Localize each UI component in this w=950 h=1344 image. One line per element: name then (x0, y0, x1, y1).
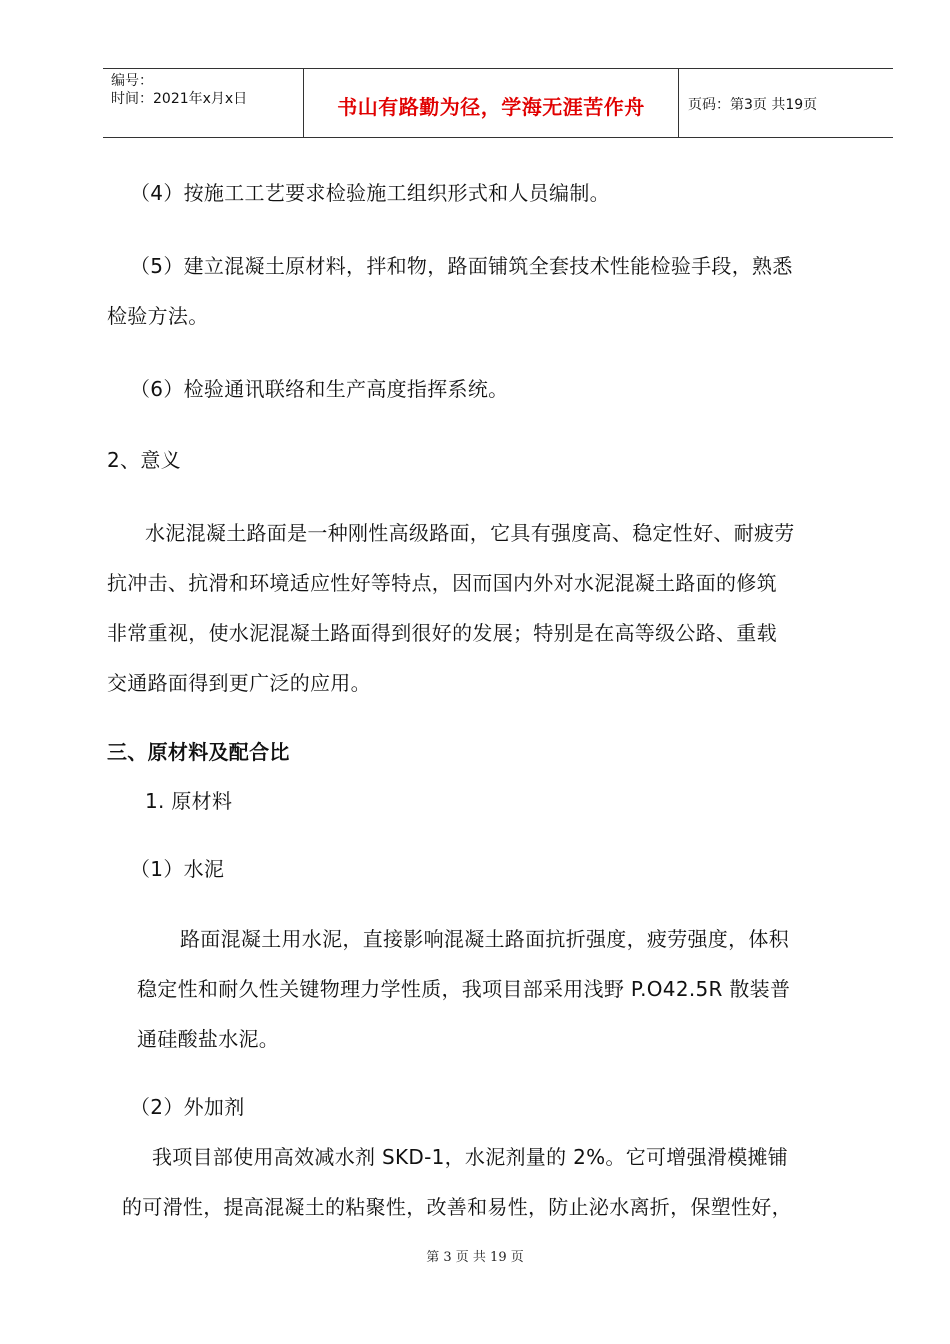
meaning-line-1: 水泥混凝土路面是一种刚性高级路面，它具有强度高、稳定性好、耐疲劳 (145, 521, 795, 545)
meaning-line-2: 抗冲击、抗滑和环境适应性好等特点，因而国内外对水泥混凝土路面的修筑 (107, 571, 777, 595)
admixture-line-1: 我项目部使用高效减水剂 SKD-1，水泥剂量的 2%。它可增强滑模摊铺 (152, 1145, 789, 1169)
page-footer: 第 3 页 共 19 页 (426, 1250, 524, 1265)
subsection-1-title: 1. 原材料 (145, 789, 233, 813)
document-header (103, 68, 893, 138)
header-center-cell (303, 69, 679, 137)
item-5-line-2: 检验方法。 (107, 304, 209, 328)
time-label: 时间：2021年x月x日 (111, 91, 248, 107)
cement-title: （1）水泥 (130, 857, 225, 881)
item-6: （6）检验通讯联络和生产高度指挥系统。 (130, 377, 509, 401)
cement-line-1: 路面混凝土用水泥，直接影响混凝土路面抗折强度，疲劳强度，体积 (180, 927, 789, 951)
meaning-line-4: 交通路面得到更广泛的应用。 (107, 671, 371, 695)
admixture-line-2: 的可滑性，提高混凝土的粘聚性，改善和易性，防止泌水离折，保塑性好， (122, 1195, 792, 1219)
header-left-cell (103, 69, 303, 137)
header-right-cell (678, 69, 893, 137)
header-page-info: 页码：第3页 共19页 (688, 97, 818, 113)
meaning-line-3: 非常重视，使水泥混凝土路面得到很好的发展；特别是在高等级公路、重载 (107, 621, 777, 645)
item-4: （4）按施工工艺要求检验施工组织形式和人员编制。 (130, 181, 610, 205)
header-motto: 书山有路勤为径，学海无涯苦作舟 (337, 95, 645, 119)
section-3-title: 三、原材料及配合比 (107, 740, 290, 764)
cement-line-2: 稳定性和耐久性关键物理力学性质，我项目部采用浅野 P.O42.5R 散装普 (137, 977, 791, 1001)
number-label: 编号： (111, 73, 153, 89)
section-2-title: 2、意义 (107, 448, 181, 472)
item-5-line-1: （5）建立混凝土原材料，拌和物，路面铺筑全套技术性能检验手段，熟悉 (130, 254, 793, 278)
cement-line-3: 通硅酸盐水泥。 (137, 1027, 280, 1051)
admixture-title: （2）外加剂 (130, 1095, 245, 1119)
